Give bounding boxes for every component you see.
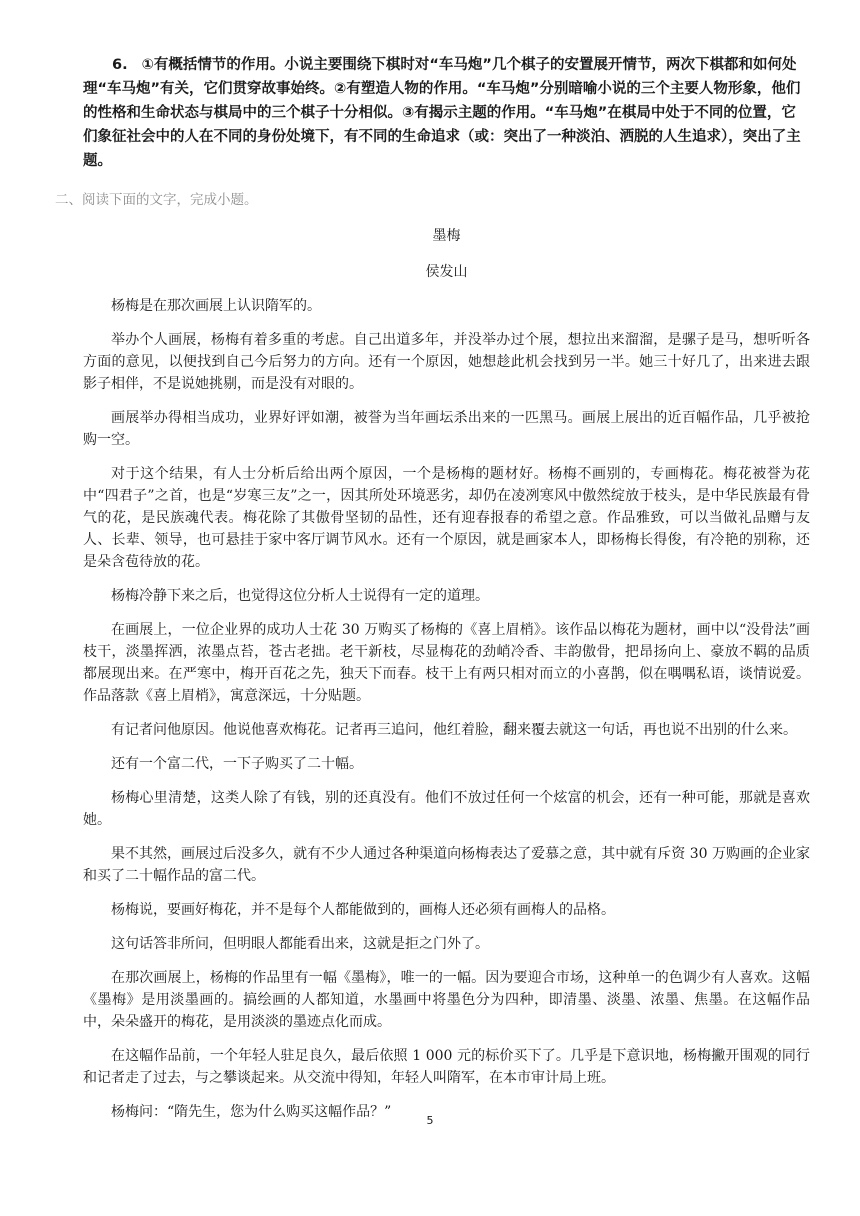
story-author: 侯发山 [425,264,468,280]
story-paragraph: 画展举办得相当成功，业界好评如潮，被誉为当年画坛杀出来的一匹黑马。画展上展出的近百幅作品，几乎被抢购一空。 [83,410,810,448]
story-paragraph: 杨梅说，要画好梅花，并不是每个人都能做到的，画梅人还必须有画梅人的品格。 [111,902,615,918]
story-paragraph: 在那次画展上，杨梅的作品里有一幅《墨梅》，唯一的一幅。因为要迎合市场，这种单一的色调少有人喜欢。这幅《墨梅》是用淡墨画的。搞绘画的人都知道，水墨画中将墨色分为四种，即清墨、淡墨、浓墨、焦墨。在这幅作品中，朵朵盛开的梅花，是用淡淡的墨迹点化而成。 [83,970,810,1030]
answer-text: ①有概括情节的作用。小说主要围绕下棋时对“车马炮”几个棋子的安置展开情节，两次下棋都和如何处理“车马炮”有关，它们贯穿故事始终。②有塑造人物的作用。“车马炮”分别暗喻小说的三个主要人物形象，他们的性格和生命状态与棋局中的三个棋子十分相似。③有揭示主题的作用。“车马炮”在棋局中处于不同的位置，它们象征社会中的人在不同的身份处境下，有不同的生命追求（或：突出了一种淡泊、洒脱的人生追求），突出了主题。 [83,57,801,169]
story-paragraph: 在这幅作品前，一个年轻人驻足良久，最后依照 1 000 元的标价买下了。几乎是下意识地，杨梅撇开围观的同行和记者走了过去，与之攀谈起来。从交流中得知，年轻人叫隋军，在本市审计局上班。 [83,1048,810,1086]
page-content [55,53,810,1123]
story-paragraph: 在画展上，一位企业界的成功人士花 30 万购买了杨梅的《喜上眉梢》。该作品以梅花为题材，画中以“没骨法”画枝干，淡墨挥洒，浓墨点苔，苍古老拙。老干新枝，尽显梅花的劲峭冷香、丰韵傲骨，把昂扬向上、豪放不羁的品质都展现出来。在严寒中，梅开百花之先，独天下而春。枝干上有两只相对而立的小喜鹊，似在喁喁私语，谈情说爱。作品落款《喜上眉梢》，寓意深远，十分贴题。 [83,622,810,704]
story-paragraph: 果不其然，画展过后没多久，就有不少人通过各种渠道向杨梅表达了爱慕之意，其中就有斥资 30 万购画的企业家和买了二十幅作品的富二代。 [83,846,810,884]
story-paragraph: 杨梅问：“隋先生，您为什么购买这幅作品？” [111,1104,392,1120]
story-paragraph: 这句话答非所问，但明眼人都能看出来，这就是拒之门外了。 [111,936,489,952]
answer-paragraph [83,53,810,173]
story-paragraph: 有记者问他原因。他说他喜欢梅花。记者再三追问，他红着脸，翻来覆去就这一句话，再也说不出别的什么来。 [111,722,797,738]
section-heading: 二、阅读下面的文字，完成小题。 [55,192,258,208]
page-number: 5 [426,1114,434,1127]
story-paragraph: 杨梅是在那次画展上认识隋军的。 [111,298,321,314]
story-paragraph: 举办个人画展，杨梅有着多重的考虑。自己出道多年，并没举办过个展，想拉出来溜溜，是骡子是马，想听听各方面的意见，以便找到自己今后努力的方向。还有一个原因，她想趁此机会找到另一半。她三十好几了，出来进去跟影子相伴，不是说她挑剔，而是没有对眼的。 [83,332,810,392]
story-paragraph: 杨梅冷静下来之后，也觉得这位分析人士说得有一定的道理。 [111,588,489,604]
answer-number: 6. [112,57,128,73]
story-paragraph: 还有一个富二代，一下子购买了二十幅。 [111,756,363,772]
story-paragraph: 对于这个结果，有人士分析后给出两个原因，一个是杨梅的题材好。杨梅不画别的，专画梅花。梅花被誉为花中“四君子”之首，也是“岁寒三友”之一，因其所处环境恶劣，却仍在凌冽寒风中傲然绽放于枝头，是中华民族最有骨气的花，是民族魂代表。梅花除了其傲骨坚韧的品性，还有迎春报春的希望之意。作品雅致，可以当做礼品赠与友人、长辈、领导，也可悬挂于家中客厅调节风水。还有一个原因，就是画家本人，即杨梅长得俊，有冷艳的别称，还是朵含苞待放的花。 [83,466,810,570]
story-paragraph: 杨梅心里清楚，这类人除了有钱，别的还真没有。他们不放过任何一个炫富的机会，还有一种可能，那就是喜欢她。 [83,790,810,828]
story-title: 墨梅 [432,228,461,244]
